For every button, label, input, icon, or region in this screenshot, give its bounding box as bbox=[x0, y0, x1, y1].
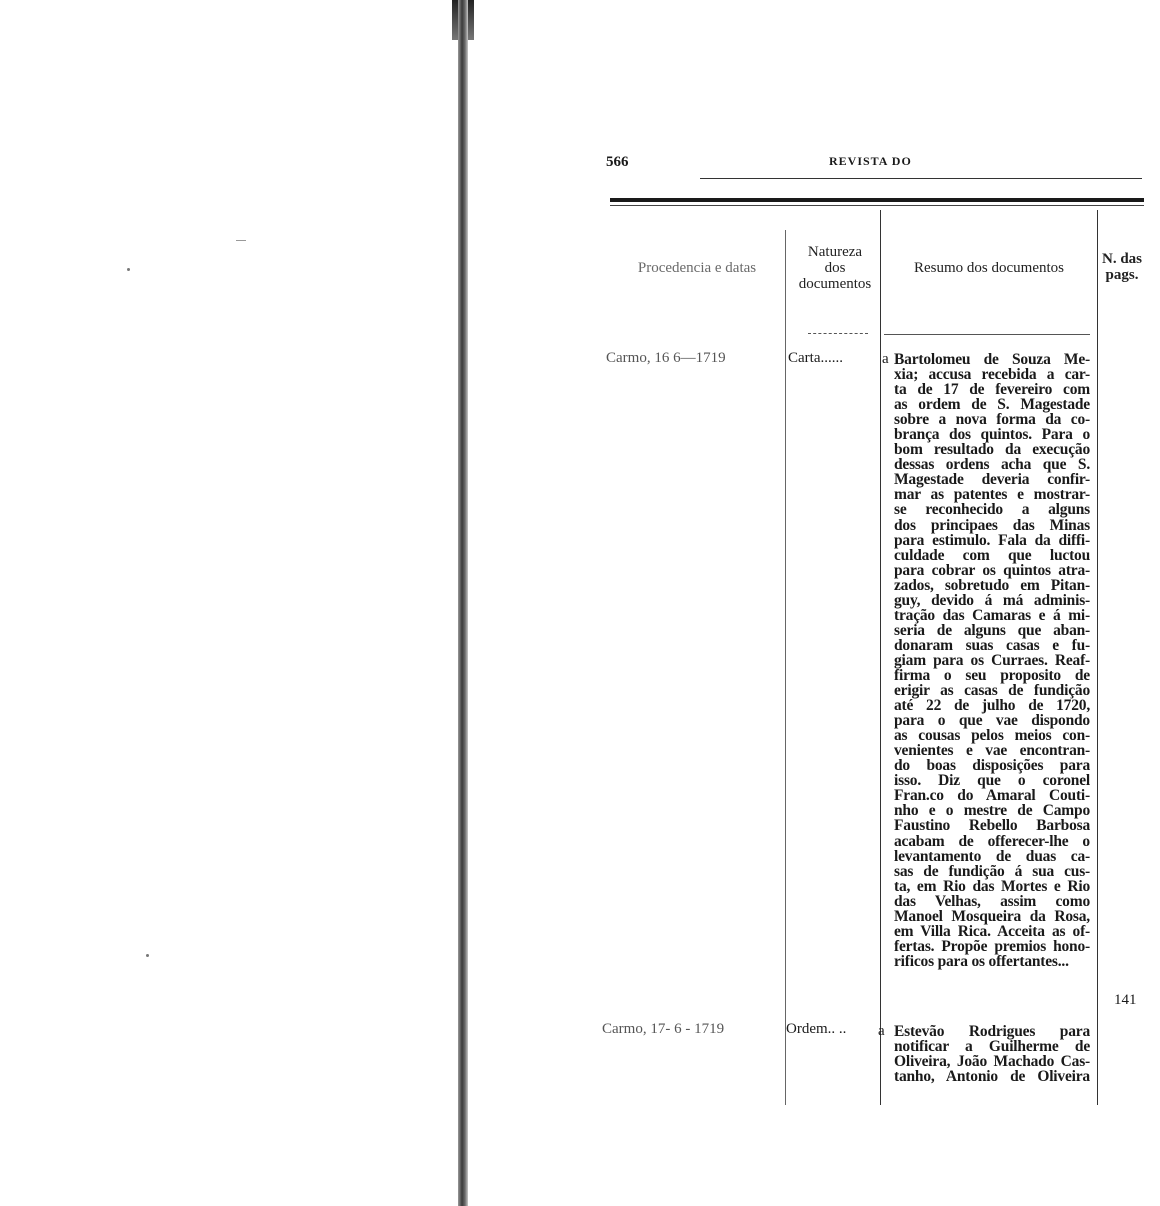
summary-line: Magestade deveria confir- bbox=[894, 471, 1090, 489]
row-document-nature: Carta...... bbox=[788, 350, 843, 366]
row-origin-date: Carmo, 17- 6 - 1719 bbox=[602, 1021, 725, 1037]
summary-line: Oliveira, João Machado Cas- bbox=[894, 1053, 1090, 1071]
summary-line: culdade com que luctou bbox=[894, 546, 1090, 564]
summary-line: levantamento de duas ca- bbox=[894, 847, 1090, 865]
column-header-pages-line: pags. bbox=[1105, 267, 1139, 283]
header-dashed-rule bbox=[808, 333, 868, 335]
summary-line: dessas ordens acha que S. bbox=[894, 456, 1090, 474]
column-divider-origin bbox=[785, 230, 786, 1105]
summary-line: Estevão Rodrigues para bbox=[894, 1023, 1090, 1040]
summary-line: se reconhecido a alguns bbox=[894, 501, 1090, 519]
summary-line: venientes e vae encontran- bbox=[894, 742, 1090, 760]
paper-speck bbox=[146, 954, 149, 957]
paper-mark bbox=[236, 240, 246, 241]
row-origin-date: Carmo, 16 6—1719 bbox=[606, 350, 726, 366]
column-header-nature-line: dos bbox=[824, 260, 846, 276]
summary-line: até 22 de julho de 1720, bbox=[894, 697, 1090, 715]
summary-line: giam para os Curraes. Reaf- bbox=[894, 651, 1090, 669]
summary-line: tração das Camaras e á mi- bbox=[894, 606, 1090, 624]
summary-line: guy, devido á má adminis- bbox=[894, 591, 1090, 609]
summary-line: rificos para os offertantes... bbox=[894, 952, 1069, 970]
summary-line: firma o seu proposito de bbox=[894, 666, 1090, 684]
summary-line: sobre a nova forma da co- bbox=[894, 411, 1090, 429]
column-header-pages-line: N. das bbox=[1101, 251, 1142, 267]
row-summary bbox=[894, 1024, 1090, 1084]
summary-line: notificar a Guilherme de bbox=[894, 1038, 1090, 1056]
summary-line: dos principaes das Minas bbox=[894, 516, 1090, 534]
summary-line: mar as patentes e mostrar- bbox=[894, 486, 1090, 504]
running-title: REVISTA DO bbox=[829, 154, 912, 168]
row-summary-prefix: a bbox=[882, 351, 889, 367]
column-header-summary: Resumo dos documentos bbox=[914, 260, 1064, 276]
row-page-number: 141 bbox=[1114, 992, 1137, 1008]
header-bottom-rule bbox=[884, 334, 1090, 335]
row-summary-prefix: a bbox=[878, 1023, 885, 1039]
summary-line: isso. Diz que o coronel bbox=[894, 772, 1090, 790]
summary-line: zados, sobretudo em Pitan- bbox=[894, 576, 1090, 594]
summary-line: seria de alguns que aban- bbox=[894, 621, 1090, 639]
row-summary bbox=[894, 352, 1090, 969]
summary-line: sas de fundição á sua cus- bbox=[894, 862, 1090, 880]
paper-speck bbox=[127, 268, 130, 271]
summary-line: das Velhas, assim como bbox=[894, 892, 1090, 910]
table-top-rule-thin bbox=[610, 205, 1144, 206]
column-header-nature-line: Natureza bbox=[807, 244, 863, 260]
summary-line: Manoel Mosqueira da Rosa, bbox=[894, 907, 1090, 925]
summary-line: Fran.co do Amaral Couti- bbox=[894, 787, 1090, 805]
summary-line: para cobrar os quintos atra- bbox=[894, 561, 1090, 579]
column-divider-nature bbox=[880, 210, 881, 1105]
summary-line: do boas disposições para bbox=[894, 757, 1090, 775]
summary-line: para o que vae dispondo bbox=[894, 712, 1090, 730]
summary-line: tanho, Antonio de Oliveira bbox=[894, 1068, 1090, 1086]
summary-line: Bartolomeu de Souza Me- bbox=[894, 351, 1090, 368]
summary-line: as ordem de S. Magestade bbox=[894, 396, 1090, 414]
summary-line: bom resultado da execução bbox=[894, 441, 1090, 459]
summary-line: em Villa Rica. Acceita as of- bbox=[894, 922, 1090, 940]
summary-line: ta de 17 de fevereiro com bbox=[894, 381, 1090, 399]
column-header-nature-line: documentos bbox=[798, 276, 872, 292]
summary-line: brança dos quintos. Para o bbox=[894, 426, 1090, 444]
column-header-pages bbox=[1097, 251, 1147, 283]
book-spine bbox=[458, 0, 468, 1206]
column-header-origin: Procedencia e datas bbox=[637, 260, 757, 276]
summary-line: ta, em Rio das Mortes e Rio bbox=[894, 877, 1090, 895]
summary-line: fertas. Propõe premios hono- bbox=[894, 937, 1090, 955]
table-top-rule-thick bbox=[610, 198, 1144, 202]
row-document-nature: Ordem.. .. bbox=[786, 1021, 847, 1037]
summary-line: as cousas pelos meios con- bbox=[894, 727, 1090, 745]
summary-line: acabam de offerecer-lhe o bbox=[894, 832, 1090, 850]
page-number: 566 bbox=[606, 154, 629, 170]
summary-line: nho e o mestre de Campo bbox=[894, 802, 1090, 820]
column-divider-summary bbox=[1097, 210, 1098, 1105]
summary-line: Faustino Rebello Barbosa bbox=[894, 817, 1090, 835]
summary-line: donaram suas casas e fu- bbox=[894, 636, 1090, 654]
column-header-nature bbox=[788, 244, 882, 292]
summary-line: para estimulo. Fala da diffi- bbox=[894, 531, 1090, 549]
summary-line: xia; accusa recebida a car- bbox=[894, 366, 1090, 384]
summary-line: erigir as casas de fundição bbox=[894, 682, 1090, 700]
header-rule bbox=[700, 178, 1142, 179]
